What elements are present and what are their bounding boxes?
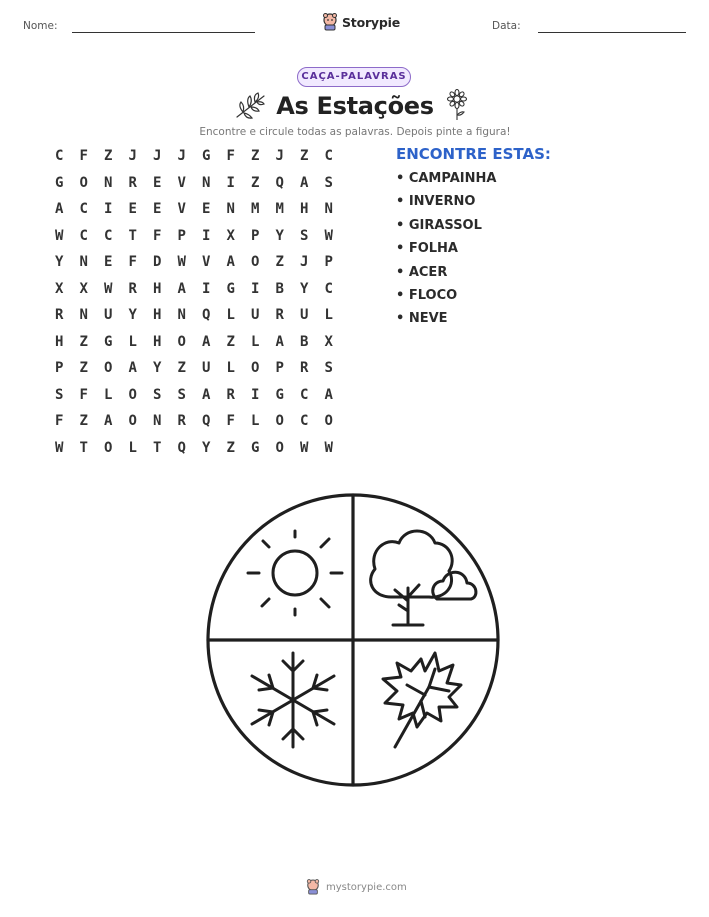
brand xyxy=(322,13,400,31)
grid-cell[interactable]: H xyxy=(300,201,309,218)
grid-cell[interactable]: O xyxy=(79,174,88,191)
storypie-logo-icon xyxy=(322,13,338,31)
word-item: • FLOCO xyxy=(396,287,458,303)
grid-cell[interactable]: O xyxy=(128,413,137,430)
grid-cell[interactable]: C xyxy=(324,148,333,165)
grid-cell[interactable]: F xyxy=(55,413,64,430)
grid-cell[interactable]: T xyxy=(153,439,162,456)
grid-cell[interactable]: O xyxy=(104,439,113,456)
grid-cell[interactable]: C xyxy=(300,413,309,430)
grid-cell[interactable]: A xyxy=(128,360,137,377)
grid-cell[interactable]: R xyxy=(128,174,137,191)
grid-cell[interactable]: U xyxy=(202,360,211,377)
grid-cell[interactable]: G xyxy=(226,280,235,297)
grid-cell[interactable]: X xyxy=(55,280,64,297)
grid-cell[interactable]: I xyxy=(202,227,211,244)
grid-cell[interactable]: W xyxy=(55,227,64,244)
grid-cell[interactable]: A xyxy=(226,254,235,271)
grid-cell[interactable]: G xyxy=(202,148,211,165)
grid-cell[interactable]: R xyxy=(55,307,64,324)
grid-cell[interactable]: A xyxy=(202,333,211,350)
snowflake-icon xyxy=(252,653,334,747)
grid-cell[interactable]: E xyxy=(104,254,113,271)
grid-cell[interactable]: F xyxy=(226,413,235,430)
grid-cell[interactable]: P xyxy=(275,360,284,377)
word-item: • NEVE xyxy=(396,311,448,327)
word-item: • INVERNO xyxy=(396,194,476,210)
leaf-branch-icon xyxy=(234,90,268,120)
grid-cell[interactable]: F xyxy=(226,148,235,165)
name-label: Nome: xyxy=(23,20,58,32)
storypie-logo-icon xyxy=(306,879,320,895)
grid-cell[interactable]: A xyxy=(202,386,211,403)
sunflower-icon xyxy=(445,89,469,121)
grid-cell[interactable]: A xyxy=(104,413,113,430)
grid-cell[interactable]: C xyxy=(79,201,88,218)
grid-cell[interactable]: E xyxy=(153,174,162,191)
grid-cell[interactable]: X xyxy=(79,280,88,297)
grid-cell[interactable]: V xyxy=(202,254,211,271)
word-list xyxy=(396,145,551,335)
grid-cell[interactable]: G xyxy=(104,333,113,350)
grid-cell[interactable]: S xyxy=(177,386,186,403)
grid-cell[interactable]: T xyxy=(128,227,137,244)
grid-cell[interactable]: Z xyxy=(226,439,235,456)
word-search-grid xyxy=(47,143,341,461)
grid-cell[interactable]: E xyxy=(128,201,137,218)
grid-cell[interactable]: V xyxy=(177,174,186,191)
grid-cell[interactable]: J xyxy=(177,148,186,165)
grid-cell[interactable]: X xyxy=(226,227,235,244)
grid-cell[interactable]: S xyxy=(153,386,162,403)
grid-cell[interactable]: Q xyxy=(275,174,284,191)
grid-cell[interactable]: Z xyxy=(79,333,88,350)
grid-cell[interactable]: Y xyxy=(153,360,162,377)
grid-cell[interactable]: H xyxy=(55,333,64,350)
grid-cell[interactable]: C xyxy=(104,227,113,244)
grid-cell[interactable]: X xyxy=(324,333,333,350)
grid-cell[interactable]: L xyxy=(226,307,235,324)
grid-cell[interactable]: G xyxy=(251,439,260,456)
grid-cell[interactable]: E xyxy=(153,201,162,218)
grid-cell[interactable]: W xyxy=(300,439,309,456)
grid-cell[interactable]: J xyxy=(275,148,284,165)
grid-cell[interactable]: A xyxy=(324,386,333,403)
tree-icon xyxy=(371,531,453,625)
grid-cell[interactable]: D xyxy=(153,254,162,271)
grid-cell[interactable]: M xyxy=(251,201,260,218)
word-item: • CAMPAINHA xyxy=(396,171,497,186)
grid-cell[interactable]: H xyxy=(153,333,162,350)
grid-cell[interactable]: I xyxy=(251,386,260,403)
grid-cell[interactable]: O xyxy=(275,413,284,430)
grid-cell[interactable]: Z xyxy=(79,360,88,377)
grid-cell[interactable]: Y xyxy=(275,227,284,244)
grid-cell[interactable]: P xyxy=(177,227,186,244)
grid-cell[interactable]: L xyxy=(226,360,235,377)
grid-cell[interactable]: L xyxy=(251,413,260,430)
grid-cell[interactable]: F xyxy=(128,254,137,271)
brand-name: Storypie xyxy=(342,14,400,30)
grid-cell[interactable]: Z xyxy=(104,148,113,165)
instructions: Encontre e circule todas as palavras. Depois pinte a figura! xyxy=(199,126,511,138)
grid-cell[interactable]: I xyxy=(202,280,211,297)
grid-cell[interactable]: C xyxy=(324,280,333,297)
grid-cell[interactable]: L xyxy=(128,439,137,456)
grid-cell[interactable]: Z xyxy=(251,174,260,191)
grid-cell[interactable]: Y xyxy=(202,439,211,456)
grid-cell[interactable]: G xyxy=(55,174,64,191)
grid-cell[interactable]: R xyxy=(226,386,235,403)
grid-cell[interactable]: M xyxy=(275,201,284,218)
grid-cell[interactable]: L xyxy=(104,386,113,403)
footer xyxy=(306,879,407,895)
grid-cell[interactable]: N xyxy=(79,307,88,324)
grid-cell[interactable]: R xyxy=(300,360,309,377)
date-line[interactable] xyxy=(538,32,686,33)
grid-cell[interactable]: H xyxy=(153,280,162,297)
grid-cell[interactable]: O xyxy=(275,439,284,456)
grid-cell[interactable]: W xyxy=(104,280,113,297)
word-list-title: ENCONTRE ESTAS: xyxy=(396,145,551,163)
grid-cell[interactable]: O xyxy=(251,360,260,377)
grid-cell[interactable]: J xyxy=(128,148,137,165)
grid-cell[interactable]: E xyxy=(202,201,211,218)
grid-cell[interactable]: A xyxy=(55,201,64,218)
word-item: • FOLHA xyxy=(396,241,458,257)
grid-cell[interactable]: A xyxy=(177,280,186,297)
grid-cell[interactable]: C xyxy=(79,227,88,244)
grid-cell[interactable]: Y xyxy=(128,307,137,324)
grid-cell[interactable]: R xyxy=(177,413,186,430)
grid-cell[interactable]: F xyxy=(153,227,162,244)
page-title: As Estações xyxy=(276,92,434,120)
grid-cell[interactable]: S xyxy=(55,386,64,403)
grid-cell[interactable]: P xyxy=(251,227,260,244)
grid-cell[interactable]: F xyxy=(79,148,88,165)
grid-cell[interactable]: G xyxy=(275,386,284,403)
grid-cell[interactable]: C xyxy=(300,386,309,403)
grid-cell[interactable]: N xyxy=(202,174,211,191)
grid-cell[interactable]: O xyxy=(324,413,333,430)
grid-cell[interactable]: U xyxy=(251,307,260,324)
grid-cell[interactable]: P xyxy=(55,360,64,377)
grid-cell[interactable]: J xyxy=(300,254,309,271)
grid-cell[interactable]: Y xyxy=(300,280,309,297)
grid-cell[interactable]: O xyxy=(177,333,186,350)
grid-cell[interactable]: N xyxy=(79,254,88,271)
grid-cell[interactable]: B xyxy=(275,280,284,297)
grid-cell[interactable]: R xyxy=(128,280,137,297)
grid-cell[interactable]: T xyxy=(79,439,88,456)
grid-cell[interactable]: S xyxy=(324,360,333,377)
seasons-coloring-picture[interactable] xyxy=(203,493,503,793)
grid-cell[interactable]: P xyxy=(324,254,333,271)
grid-cell[interactable]: S xyxy=(300,227,309,244)
word-item: • ACER xyxy=(396,264,448,280)
grid-cell[interactable]: F xyxy=(79,386,88,403)
grid-cell[interactable]: V xyxy=(177,201,186,218)
grid-cell[interactable]: S xyxy=(324,174,333,191)
grid-cell[interactable]: Z xyxy=(177,360,186,377)
grid-cell[interactable]: A xyxy=(300,174,309,191)
word-item: • GIRASSOL xyxy=(396,217,482,233)
grid-cell[interactable]: W xyxy=(324,227,333,244)
grid-cell[interactable]: N xyxy=(177,307,186,324)
grid-cell[interactable]: O xyxy=(251,254,260,271)
grid-cell[interactable]: R xyxy=(275,307,284,324)
grid-cell[interactable]: W xyxy=(55,439,64,456)
grid-cell[interactable]: N xyxy=(324,201,333,218)
activity-badge: CAÇA-PALAVRAS xyxy=(297,67,411,87)
grid-cell[interactable]: Z xyxy=(275,254,284,271)
grid-cell[interactable]: O xyxy=(128,386,137,403)
grid-cell[interactable]: A xyxy=(275,333,284,350)
grid-cell[interactable]: Q xyxy=(202,413,211,430)
grid-cell[interactable]: I xyxy=(104,201,113,218)
grid-cell[interactable]: W xyxy=(324,439,333,456)
grid-cell[interactable]: N xyxy=(104,174,113,191)
grid-cell[interactable]: H xyxy=(153,307,162,324)
grid-cell[interactable]: Q xyxy=(202,307,211,324)
footer-site[interactable]: mystorypie.com xyxy=(326,881,407,893)
grid-cell[interactable]: L xyxy=(128,333,137,350)
grid-cell[interactable]: Z xyxy=(300,148,309,165)
grid-cell[interactable]: Y xyxy=(55,254,64,271)
grid-cell[interactable]: Z xyxy=(226,333,235,350)
maple-leaf-icon xyxy=(383,653,461,747)
sun-icon xyxy=(248,531,342,615)
grid-cell[interactable]: B xyxy=(300,333,309,350)
grid-cell[interactable]: U xyxy=(104,307,113,324)
name-line[interactable] xyxy=(72,32,255,33)
grid-cell[interactable]: O xyxy=(104,360,113,377)
grid-cell[interactable]: W xyxy=(177,254,186,271)
grid-cell[interactable]: Z xyxy=(251,148,260,165)
grid-cell[interactable]: N xyxy=(226,201,235,218)
date-label: Data: xyxy=(492,20,521,32)
grid-cell[interactable]: L xyxy=(324,307,333,324)
grid-cell[interactable]: I xyxy=(226,174,235,191)
grid-cell[interactable]: J xyxy=(153,148,162,165)
grid-cell[interactable]: I xyxy=(251,280,260,297)
grid-cell[interactable]: C xyxy=(55,148,64,165)
grid-cell[interactable]: L xyxy=(251,333,260,350)
grid-cell[interactable]: N xyxy=(153,413,162,430)
grid-cell[interactable]: Z xyxy=(79,413,88,430)
grid-cell[interactable]: U xyxy=(300,307,309,324)
grid-cell[interactable]: Q xyxy=(177,439,186,456)
